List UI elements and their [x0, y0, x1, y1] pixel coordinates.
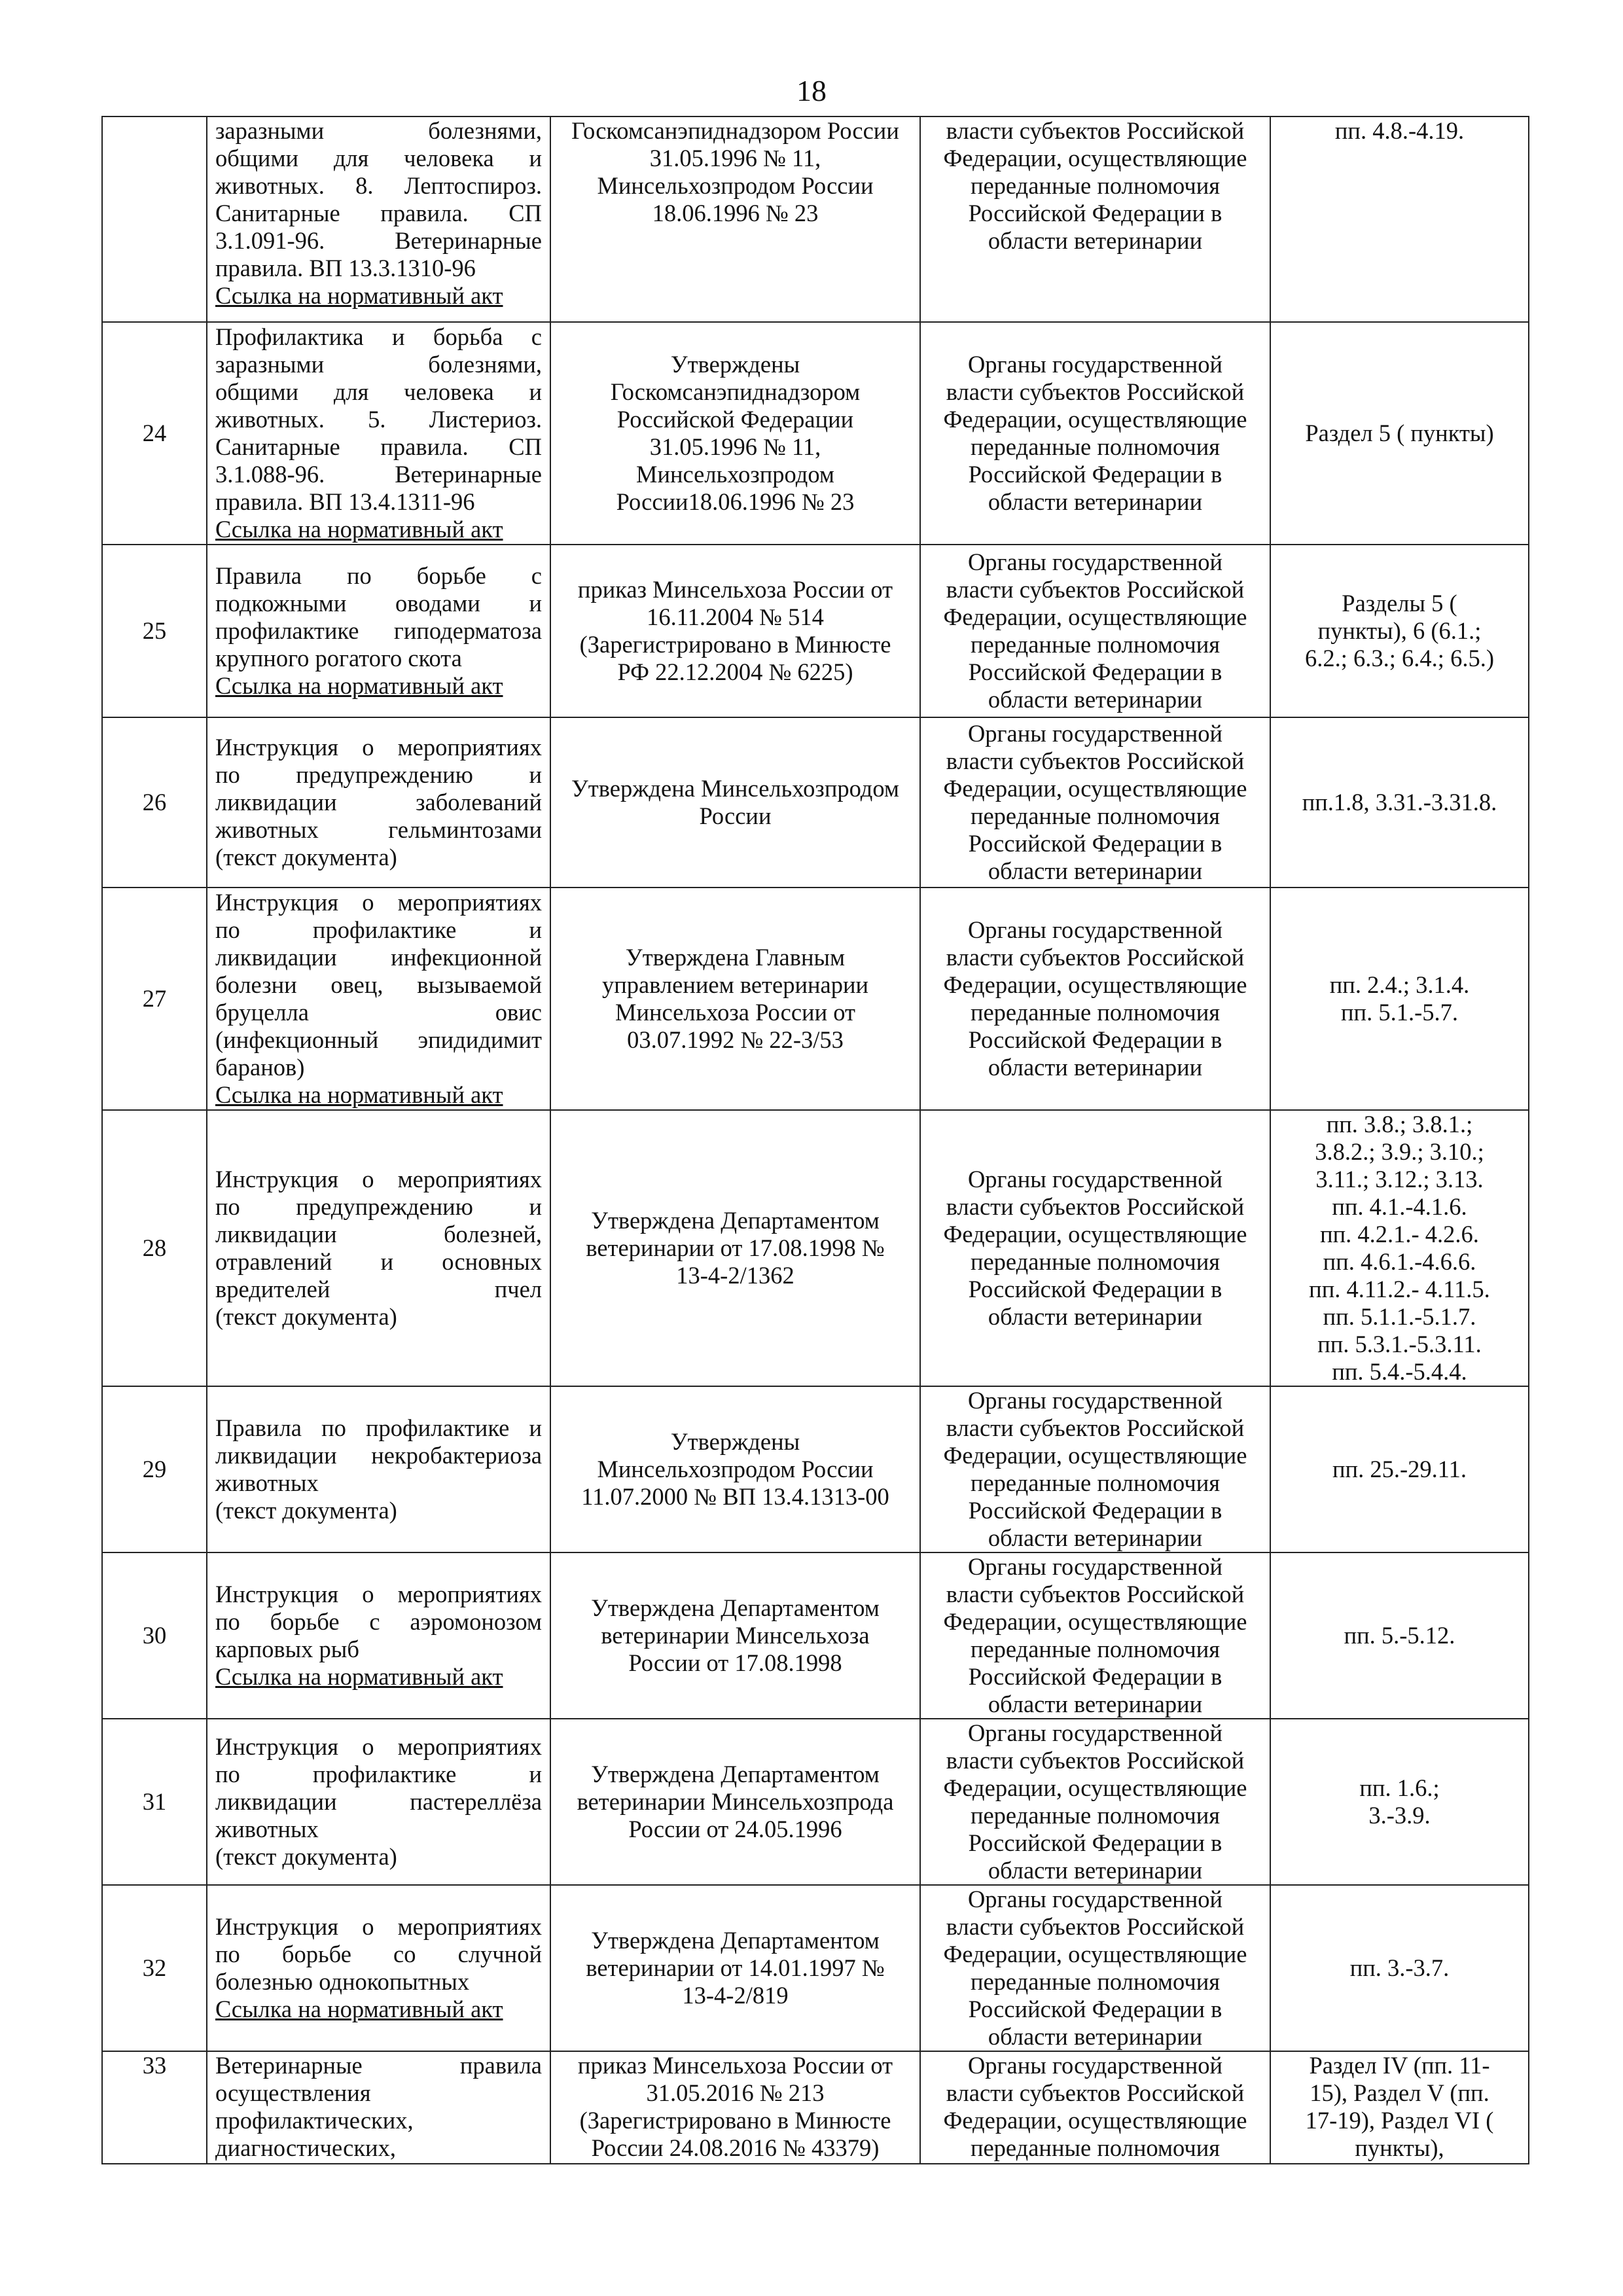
authority-line: переданные полномочия	[970, 1802, 1221, 1829]
row-number	[102, 117, 207, 322]
document-name-cell	[207, 717, 550, 888]
document-name-line: профилактике гиподерматоза	[215, 617, 542, 644]
approved-by-line: Утверждены	[670, 1428, 800, 1455]
authority-line: власти субъектов Российской	[946, 1913, 1245, 1940]
approved-by-line: Утверждены	[670, 351, 800, 378]
row-number: 31	[102, 1719, 207, 1885]
clauses-line: 6.2.; 6.3.; 6.4.; 6.5.)	[1305, 645, 1494, 672]
row-number: 28	[102, 1110, 207, 1386]
authority-line: области ветеринарии	[988, 1857, 1203, 1884]
document-name-line: Правила по борьбе с	[215, 562, 542, 589]
authority-line: области ветеринарии	[988, 857, 1203, 884]
authority-line: Российской Федерации в	[968, 1497, 1222, 1524]
authority-line: Российской Федерации в	[968, 461, 1222, 488]
document-name-line: животных. 8. Лептоспироз.	[215, 172, 542, 199]
approved-by-cell	[550, 322, 920, 545]
authority-line: Российской Федерации в	[968, 1026, 1222, 1053]
document-name-line: отравлений и основных	[215, 1248, 542, 1275]
clauses-line: пп. 5.3.1.-5.3.11.	[1317, 1331, 1482, 1357]
authority-line: власти субъектов Российской	[946, 1414, 1245, 1441]
approved-by-cell	[550, 1885, 920, 2051]
approved-by-line: управлением ветеринарии	[601, 971, 869, 998]
authority-line: переданные полномочия	[970, 2134, 1221, 2161]
document-name-line: по предупреждению и	[215, 761, 542, 788]
authority-line: Органы государственной	[967, 548, 1223, 575]
clauses-line: пп. 5.4.-5.4.4.	[1332, 1358, 1467, 1385]
document-name-cell	[207, 117, 550, 322]
approved-by-line: 13-4-2/819	[682, 1982, 789, 2009]
document-name-line: Инструкция о мероприятиях	[215, 1733, 542, 1760]
approved-by-line: Утверждена Департаментом	[591, 1594, 880, 1621]
authority-line: Федерации, осуществляющие	[943, 1221, 1247, 1247]
authority-line: Федерации, осуществляющие	[943, 2107, 1247, 2134]
table-row	[102, 1110, 1529, 1386]
row-number: 25	[102, 545, 207, 717]
document-name-line: животных	[215, 1816, 319, 1842]
authority-line: власти субъектов Российской	[946, 2079, 1245, 2106]
authority-line: Федерации, осуществляющие	[943, 1941, 1247, 1967]
row-number: 24	[102, 322, 207, 545]
document-name-line: ликвидации заболеваний	[215, 789, 542, 816]
document-name-line: 3.1.088-96. Ветеринарные	[215, 461, 542, 488]
document-name-line: ликвидации пастереллёза	[215, 1788, 542, 1815]
authority-cell	[920, 1110, 1270, 1386]
authority-line: Органы государственной	[967, 1719, 1223, 1746]
authority-line: переданные полномочия	[970, 802, 1221, 829]
document-name-cell	[207, 1885, 550, 2051]
approved-by-line: 11.07.2000 № ВП 13.4.1313-00	[581, 1483, 889, 1510]
authority-line: Федерации, осуществляющие	[943, 145, 1247, 171]
document-name-line: вредителей пчел	[215, 1276, 542, 1302]
clauses-line: пп. 4.8.-4.19.	[1334, 117, 1465, 144]
authority-line: власти субъектов Российской	[946, 1193, 1245, 1220]
normative-act-link[interactable]: Ссылка на нормативный акт	[215, 282, 503, 309]
authority-line: Российской Федерации в	[968, 830, 1222, 857]
approved-by-line: 16.11.2004 № 514	[647, 603, 824, 630]
document-name-line: ликвидации некробактериоза	[215, 1442, 542, 1469]
document-name-line: подкожными оводами и	[215, 590, 542, 617]
approved-by-line: 13-4-2/1362	[676, 1262, 794, 1289]
authority-line: Российской Федерации в	[968, 1829, 1222, 1856]
approved-by-line: России от 17.08.1998	[628, 1649, 842, 1676]
authority-line: власти субъектов Российской	[946, 944, 1245, 971]
clauses-line: пункты), 6 (6.1.;	[1317, 617, 1482, 644]
approved-by-line: 31.05.2016 № 213	[646, 2079, 825, 2106]
authority-line: области ветеринарии	[988, 2023, 1203, 2050]
authority-line: Органы государственной	[967, 1886, 1223, 1912]
approved-by-line: России от 24.05.1996	[628, 1816, 842, 1842]
document-name-line: ликвидации болезней,	[215, 1221, 542, 1247]
document-name-line: по предупреждению и	[215, 1193, 542, 1220]
normative-act-link[interactable]: Ссылка на нормативный акт	[215, 1663, 503, 1690]
authority-line: Органы государственной	[967, 720, 1223, 747]
clauses-cell	[1270, 888, 1529, 1110]
approved-by-line: Утверждена Департаментом	[591, 1207, 880, 1234]
approved-by-line: 31.05.1996 № 11,	[649, 433, 821, 460]
clauses-line: пп. 1.6.;	[1359, 1774, 1440, 1801]
authority-line: Федерации, осуществляющие	[943, 1774, 1247, 1801]
document-name-line: общими для человека и	[215, 145, 542, 171]
authority-line: Федерации, осуществляющие	[943, 1442, 1247, 1469]
authority-cell	[920, 888, 1270, 1110]
document-name-line: (текст документа)	[215, 1497, 397, 1524]
document-name-cell	[207, 888, 550, 1110]
approved-by-line: Госкомсанэпиднадзором	[610, 378, 861, 405]
approved-by-line: Госкомсанэпиднадзором России	[571, 117, 899, 144]
authority-cell	[920, 1885, 1270, 2051]
document-name-line: Санитарные правила. СП	[215, 433, 542, 460]
document-name-line: (инфекционный эпидидимит	[215, 1026, 542, 1053]
authority-line: Федерации, осуществляющие	[943, 603, 1247, 630]
approved-by-line: Минсельхозпродом России	[597, 1456, 874, 1482]
authority-cell	[920, 717, 1270, 888]
table-row	[102, 545, 1529, 717]
authority-line: Органы государственной	[967, 2052, 1223, 2079]
clauses-line: Разделы 5 (	[1342, 590, 1457, 617]
approved-by-cell	[550, 888, 920, 1110]
row-number: 32	[102, 1885, 207, 2051]
clauses-line: пп. 4.6.1.-4.6.6.	[1323, 1248, 1476, 1275]
clauses-line: пп. 4.2.1.- 4.2.6.	[1320, 1221, 1479, 1247]
approved-by-line: приказ Минсельхоза России от	[577, 2052, 893, 2079]
authority-line: переданные полномочия	[970, 1469, 1221, 1496]
approved-by-line: приказ Минсельхоза России от	[577, 576, 893, 603]
normative-act-link[interactable]: Ссылка на нормативный акт	[215, 672, 503, 699]
authority-line: области ветеринарии	[988, 488, 1203, 515]
clauses-line: Раздел 5 ( пункты)	[1305, 420, 1494, 446]
document-name-cell	[207, 1110, 550, 1386]
authority-line: Федерации, осуществляющие	[943, 775, 1247, 802]
approved-by-cell	[550, 1719, 920, 1885]
clauses-line: пп.1.8, 3.31.-3.31.8.	[1302, 789, 1497, 816]
authority-line: Российской Федерации в	[968, 200, 1222, 226]
row-number: 26	[102, 717, 207, 888]
approved-by-cell	[550, 117, 920, 322]
document-name-line: Инструкция о мероприятиях	[215, 734, 542, 761]
document-name-line: профилактических,	[215, 2107, 414, 2134]
authority-cell	[920, 117, 1270, 322]
authority-line: Российской Федерации в	[968, 1996, 1222, 2022]
clauses-cell	[1270, 1110, 1529, 1386]
document-name-line: правила. ВП 13.4.1311-96	[215, 488, 475, 515]
clauses-line: 17-19), Раздел VI (	[1305, 2107, 1494, 2134]
authority-line: Российской Федерации в	[968, 1276, 1222, 1302]
clauses-cell	[1270, 717, 1529, 888]
document-name-line: Инструкция о мероприятиях	[215, 1913, 542, 1940]
approved-by-line: ветеринарии Минсельхоза	[601, 1622, 870, 1649]
clauses-cell	[1270, 1386, 1529, 1552]
clauses-line: пп. 4.1.-4.1.6.	[1332, 1193, 1467, 1220]
document-name-line: по борьбе с аэромонозом	[215, 1608, 542, 1635]
document-name-cell	[207, 1386, 550, 1552]
clauses-line: пп. 2.4.; 3.1.4.	[1329, 971, 1470, 998]
clauses-cell	[1270, 2051, 1529, 2164]
document-name-line: животных	[215, 1469, 319, 1496]
table-row	[102, 1552, 1529, 1719]
approved-by-line: ветеринарии от 14.01.1997 №	[586, 1954, 885, 1981]
table-row	[102, 2051, 1529, 2164]
document-name-line: Профилактика и борьба с	[215, 323, 542, 350]
authority-line: Органы государственной	[967, 1166, 1223, 1193]
approved-by-line: 03.07.1992 № 22-3/53	[627, 1026, 844, 1053]
authority-line: области ветеринарии	[988, 686, 1203, 713]
table-row	[102, 888, 1529, 1110]
clauses-line: пп. 25.-29.11.	[1332, 1456, 1467, 1482]
page-number: 18	[796, 74, 827, 107]
document-name-line: Инструкция о мероприятиях	[215, 1581, 542, 1607]
clauses-line: 3.8.2.; 3.9.; 3.10.;	[1315, 1138, 1484, 1165]
document-name-line: осуществления	[215, 2079, 371, 2106]
document-name-line: Правила по профилактике и	[215, 1414, 542, 1441]
authority-line: переданные полномочия	[970, 999, 1221, 1026]
authority-line: области ветеринарии	[988, 1303, 1203, 1330]
authority-cell	[920, 2051, 1270, 2164]
approved-by-cell	[550, 1386, 920, 1552]
authority-line: переданные полномочия	[970, 1968, 1221, 1995]
document-name-line: правила. ВП 13.3.1310-96	[215, 255, 476, 281]
clauses-cell	[1270, 1552, 1529, 1719]
approved-by-line: Российской Федерации	[616, 406, 854, 433]
document-name-line: Инструкция о мероприятиях	[215, 1166, 542, 1193]
authority-line: власти субъектов Российской	[946, 576, 1245, 603]
authority-line: власти субъектов Российской	[946, 378, 1245, 405]
authority-line: переданные полномочия	[970, 631, 1221, 658]
document-name-line: болезнью однокопытных	[215, 1968, 470, 1995]
approved-by-line: России 24.08.2016 № 43379)	[591, 2134, 880, 2161]
document-name-line: болезни овец, вызываемой	[215, 971, 542, 998]
approved-by-cell	[550, 545, 920, 717]
authority-cell	[920, 1552, 1270, 1719]
authority-line: области ветеринарии	[988, 1524, 1203, 1551]
clauses-cell	[1270, 545, 1529, 717]
document-name-cell	[207, 1552, 550, 1719]
document-name-line: 3.1.091-96. Ветеринарные	[215, 227, 542, 254]
approved-by-cell	[550, 717, 920, 888]
row-number: 27	[102, 888, 207, 1110]
document-name-line: общими для человека и	[215, 378, 542, 405]
approved-by-line: РФ 22.12.2004 № 6225)	[617, 658, 853, 685]
approved-by-line: 18.06.1996 № 23	[652, 200, 819, 226]
document-name-line: баранов)	[215, 1054, 305, 1081]
clauses-line: 15), Раздел V (пп.	[1310, 2079, 1489, 2106]
authority-line: Российской Федерации в	[968, 1663, 1222, 1690]
authority-line: переданные полномочия	[970, 172, 1221, 199]
approved-by-line: Минсельхозпродом России	[597, 172, 874, 199]
approved-by-line: Утверждена Департаментом	[591, 1927, 880, 1954]
authority-line: Органы государственной	[967, 916, 1223, 943]
clauses-cell	[1270, 1719, 1529, 1885]
authority-cell	[920, 322, 1270, 545]
authority-line: Федерации, осуществляющие	[943, 406, 1247, 433]
table-row	[102, 1386, 1529, 1552]
document-name-cell	[207, 2051, 550, 2164]
authority-line: Органы государственной	[967, 351, 1223, 378]
document-name-line: (текст документа)	[215, 1303, 397, 1330]
approved-by-line: (Зарегистрировано в Минюсте	[579, 631, 891, 658]
document-name-line: животных гельминтозами	[215, 816, 542, 843]
table-row	[102, 117, 1529, 322]
authority-line: власти субъектов Российской	[946, 747, 1245, 774]
document-name-line: ликвидации инфекционной	[215, 944, 542, 971]
approved-by-line: ветеринарии от 17.08.1998 №	[586, 1234, 885, 1261]
clauses-line: 3.-3.9.	[1368, 1802, 1431, 1829]
document-name-line: бруцелла овис	[215, 999, 542, 1026]
clauses-line: 3.11.; 3.12.; 3.13.	[1315, 1166, 1484, 1193]
approved-by-line: 31.05.1996 № 11,	[649, 145, 821, 171]
document-name-line: крупного рогатого скота	[215, 645, 462, 672]
document-name-line: по борьбе со случной	[215, 1941, 542, 1967]
clauses-line: Раздел IV (пп. 11-	[1309, 2052, 1490, 2079]
clauses-line: пп. 5.-5.12.	[1344, 1622, 1455, 1649]
clauses-line: пункты),	[1355, 2134, 1444, 2161]
document-name-line: (текст документа)	[215, 1843, 397, 1870]
document-name-line: диагностических,	[215, 2134, 396, 2161]
authority-line: переданные полномочия	[970, 1636, 1221, 1662]
approved-by-line: Утверждена Минсельхозпродом	[571, 775, 900, 802]
approved-by-line: России18.06.1996 № 23	[616, 488, 855, 515]
authority-line: Федерации, осуществляющие	[943, 971, 1247, 998]
clauses-line: пп. 5.1.-5.7.	[1341, 999, 1458, 1026]
approved-by-line: Минсельхозпродом	[636, 461, 834, 488]
clauses-line: пп. 3.-3.7.	[1349, 1954, 1450, 1981]
authority-line: власти субъектов Российской	[946, 1747, 1245, 1774]
authority-line: переданные полномочия	[970, 433, 1221, 460]
authority-line: Органы государственной	[967, 1387, 1223, 1414]
clauses-cell	[1270, 117, 1529, 322]
document-name-cell	[207, 545, 550, 717]
document-name-line: Санитарные правила. СП	[215, 200, 542, 226]
approved-by-line: Утверждена Главным	[625, 944, 846, 971]
document-name-line: по профилактике и	[215, 1761, 542, 1787]
authority-cell	[920, 1719, 1270, 1885]
authority-line: области ветеринарии	[988, 227, 1203, 254]
authority-cell	[920, 1386, 1270, 1552]
clauses-line: пп. 3.8.; 3.8.1.;	[1326, 1111, 1473, 1138]
approved-by-line: (Зарегистрировано в Минюсте	[579, 2107, 891, 2134]
approved-by-line: Утверждена Департаментом	[591, 1761, 880, 1787]
clauses-cell	[1270, 1885, 1529, 2051]
table-row	[102, 1719, 1529, 1885]
authority-line: области ветеринарии	[988, 1054, 1203, 1081]
approved-by-cell	[550, 1110, 920, 1386]
document-name-line: заразными болезнями,	[215, 117, 542, 144]
regulations-table	[101, 116, 1529, 2164]
row-number: 29	[102, 1386, 207, 1552]
document-name-line: животных. 5. Листериоз.	[215, 406, 542, 433]
approved-by-line: России	[699, 802, 772, 829]
document-name-line: Ветеринарные правила	[215, 2052, 542, 2079]
authority-line: власти субъектов Российской	[946, 117, 1245, 144]
authority-line: переданные полномочия	[970, 1248, 1221, 1275]
authority-line: Российской Федерации в	[968, 658, 1222, 685]
table-row	[102, 717, 1529, 888]
clauses-cell	[1270, 322, 1529, 545]
approved-by-line: Минсельхоза России от	[615, 999, 855, 1026]
authority-cell	[920, 545, 1270, 717]
document-name-line: по профилактике и	[215, 916, 542, 943]
clauses-line: пп. 4.11.2.- 4.11.5.	[1309, 1276, 1490, 1302]
document-name-line: Инструкция о мероприятиях	[215, 889, 542, 916]
authority-line: власти субъектов Российской	[946, 1581, 1245, 1607]
document-name-line: заразными болезнями,	[215, 351, 542, 378]
normative-act-link[interactable]: Ссылка на нормативный акт	[215, 516, 503, 543]
approved-by-cell	[550, 1552, 920, 1719]
document-name-cell	[207, 322, 550, 545]
table-row	[102, 322, 1529, 545]
normative-act-link[interactable]: Ссылка на нормативный акт	[215, 1081, 503, 1108]
row-number: 30	[102, 1552, 207, 1719]
authority-line: области ветеринарии	[988, 1691, 1203, 1717]
approved-by-line: ветеринарии Минсельхозпрода	[577, 1788, 894, 1815]
document-name-cell	[207, 1719, 550, 1885]
document-name-line: (текст документа)	[215, 844, 397, 870]
normative-act-link[interactable]: Ссылка на нормативный акт	[215, 1996, 503, 2022]
table-row	[102, 1885, 1529, 2051]
clauses-line: пп. 5.1.1.-5.1.7.	[1323, 1303, 1476, 1330]
approved-by-cell	[550, 2051, 920, 2164]
authority-line: Органы государственной	[967, 1553, 1223, 1580]
document-name-line: карповых рыб	[215, 1636, 359, 1662]
row-number: 33	[102, 2051, 207, 2164]
authority-line: Федерации, осуществляющие	[943, 1608, 1247, 1635]
